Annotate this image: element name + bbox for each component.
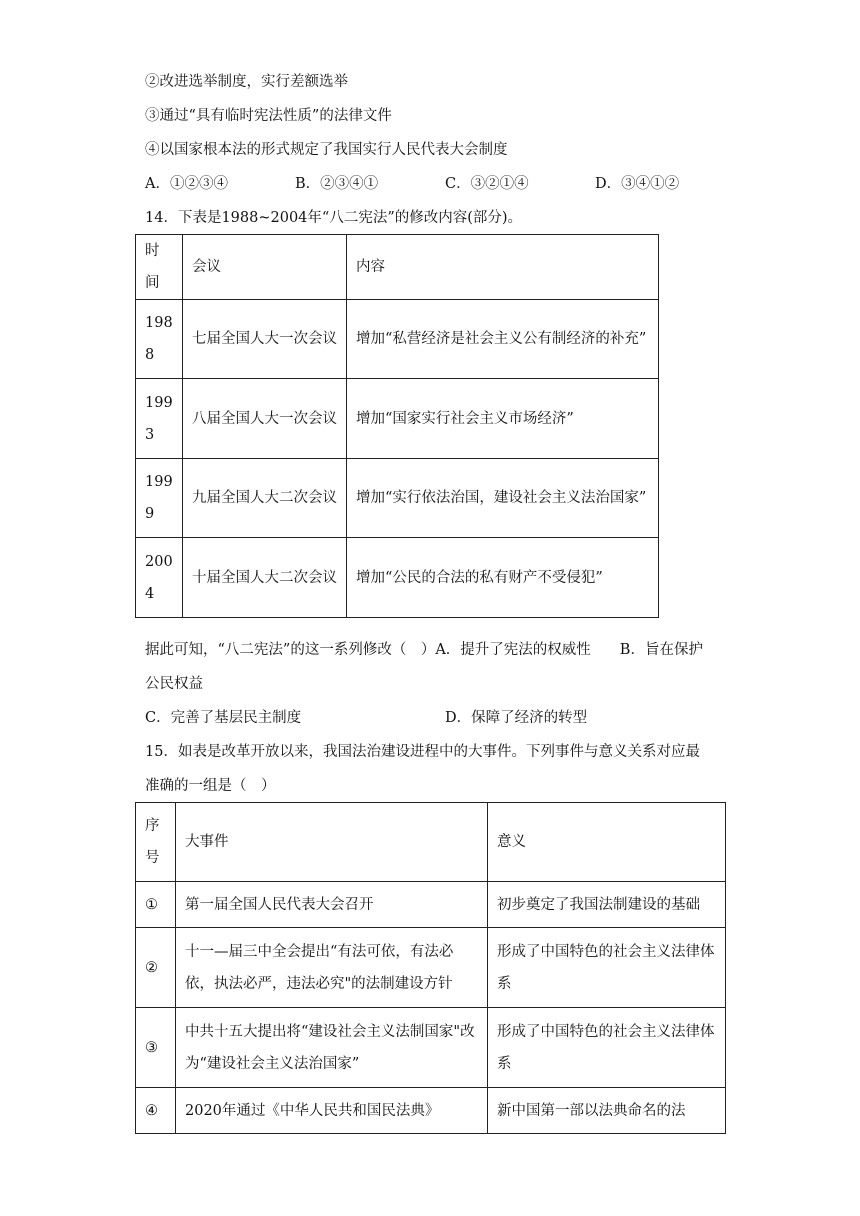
q15-stem: 15．如表是改革开放以来，我国法治建设进程中的大事件。下列事件与意义关系对应最 (145, 744, 700, 760)
row-event: 中共十五大提出将“建设社会主义法制国家"改为“建设社会主义法治国家” (176, 1008, 488, 1088)
row-year: 1993 (136, 379, 183, 459)
header-event: 大事件 (176, 803, 488, 882)
row-content: 增加“公民的合法的私有财产不受侵犯” (347, 538, 659, 618)
row-meaning: 新中国第一部以法典命名的法 (488, 1088, 726, 1134)
header-meaning: 意义 (488, 803, 726, 882)
q15-stem-cont: 准确的一组是（ ） (145, 778, 276, 794)
statement-2: ②改进选举制度，实行差额选举 (145, 74, 348, 90)
q13-option-a[interactable]: A．①②③④ (145, 176, 228, 192)
table-row (136, 459, 659, 538)
row-content: 增加“国家实行社会主义市场经济” (347, 379, 659, 459)
table-row (136, 538, 659, 618)
row-meaning: 形成了中国特色的社会主义法律体系 (488, 928, 726, 1008)
statement-4: ④以国家根本法的形式规定了我国实行人民代表大会制度 (145, 142, 508, 158)
q13-option-b[interactable]: B．②③④① (295, 176, 379, 192)
q14-stem: 14．下表是1988~2004年“八二宪法”的修改内容(部分)。 (145, 210, 523, 226)
header-content: 内容 (347, 235, 659, 300)
table-row (136, 882, 726, 928)
q13-option-c[interactable]: C．③②①④ (445, 176, 529, 192)
q14-option-d[interactable]: D．保障了经济的转型 (445, 710, 588, 726)
row-meeting: 九届全国人大二次会议 (183, 459, 347, 538)
row-event: 第一届全国人民代表大会召开 (176, 882, 488, 928)
table-row (136, 379, 659, 459)
row-year: 2004 (136, 538, 183, 618)
header-number: 序号 (136, 803, 176, 882)
row-year: 1999 (136, 459, 183, 538)
q14-table (135, 234, 659, 618)
row-meeting: 七届全国人大一次会议 (183, 300, 347, 379)
table-row (136, 928, 726, 1008)
table-row (136, 300, 659, 379)
row-content: 增加“实行依法治国，建设社会主义法治国家” (347, 459, 659, 538)
table-row (136, 1088, 726, 1134)
row-meeting: 十届全国人大二次会议 (183, 538, 347, 618)
row-meaning: 初步奠定了我国法制建设的基础 (488, 882, 726, 928)
row-year: 1988 (136, 300, 183, 379)
row-event: 2020年通过《中华人民共和国民法典》 (176, 1088, 488, 1134)
table-header-row (136, 803, 726, 882)
row-meeting: 八届全国人大一次会议 (183, 379, 347, 459)
statement-3: ③通过“具有临时宪法性质”的法律文件 (145, 108, 392, 124)
row-number: ④ (136, 1088, 176, 1134)
row-number: ① (136, 882, 176, 928)
q14-option-c[interactable]: C．完善了基层民主制度 (145, 710, 302, 726)
q14-question-cont: 公民权益 (145, 676, 203, 692)
q13-option-d[interactable]: D．③④①② (595, 176, 680, 192)
q15-table (135, 802, 726, 1134)
q14-question: 据此可知，“八二宪法”的这一系列修改（ ）A．提升了宪法的权威性 B．旨在保护 (145, 642, 703, 658)
table-row (136, 1008, 726, 1088)
row-meaning: 形成了中国特色的社会主义法律体系 (488, 1008, 726, 1088)
table-header-row (136, 235, 659, 300)
row-event: 十一—届三中全会提出“有法可依，有法必依，执法必严，违法必究"的法制建设方针 (176, 928, 488, 1008)
row-number: ③ (136, 1008, 176, 1088)
header-meeting: 会议 (183, 235, 347, 300)
header-time: 时间 (136, 235, 183, 300)
row-number: ② (136, 928, 176, 1008)
row-content: 增加“私营经济是社会主义公有制经济的补充” (347, 300, 659, 379)
